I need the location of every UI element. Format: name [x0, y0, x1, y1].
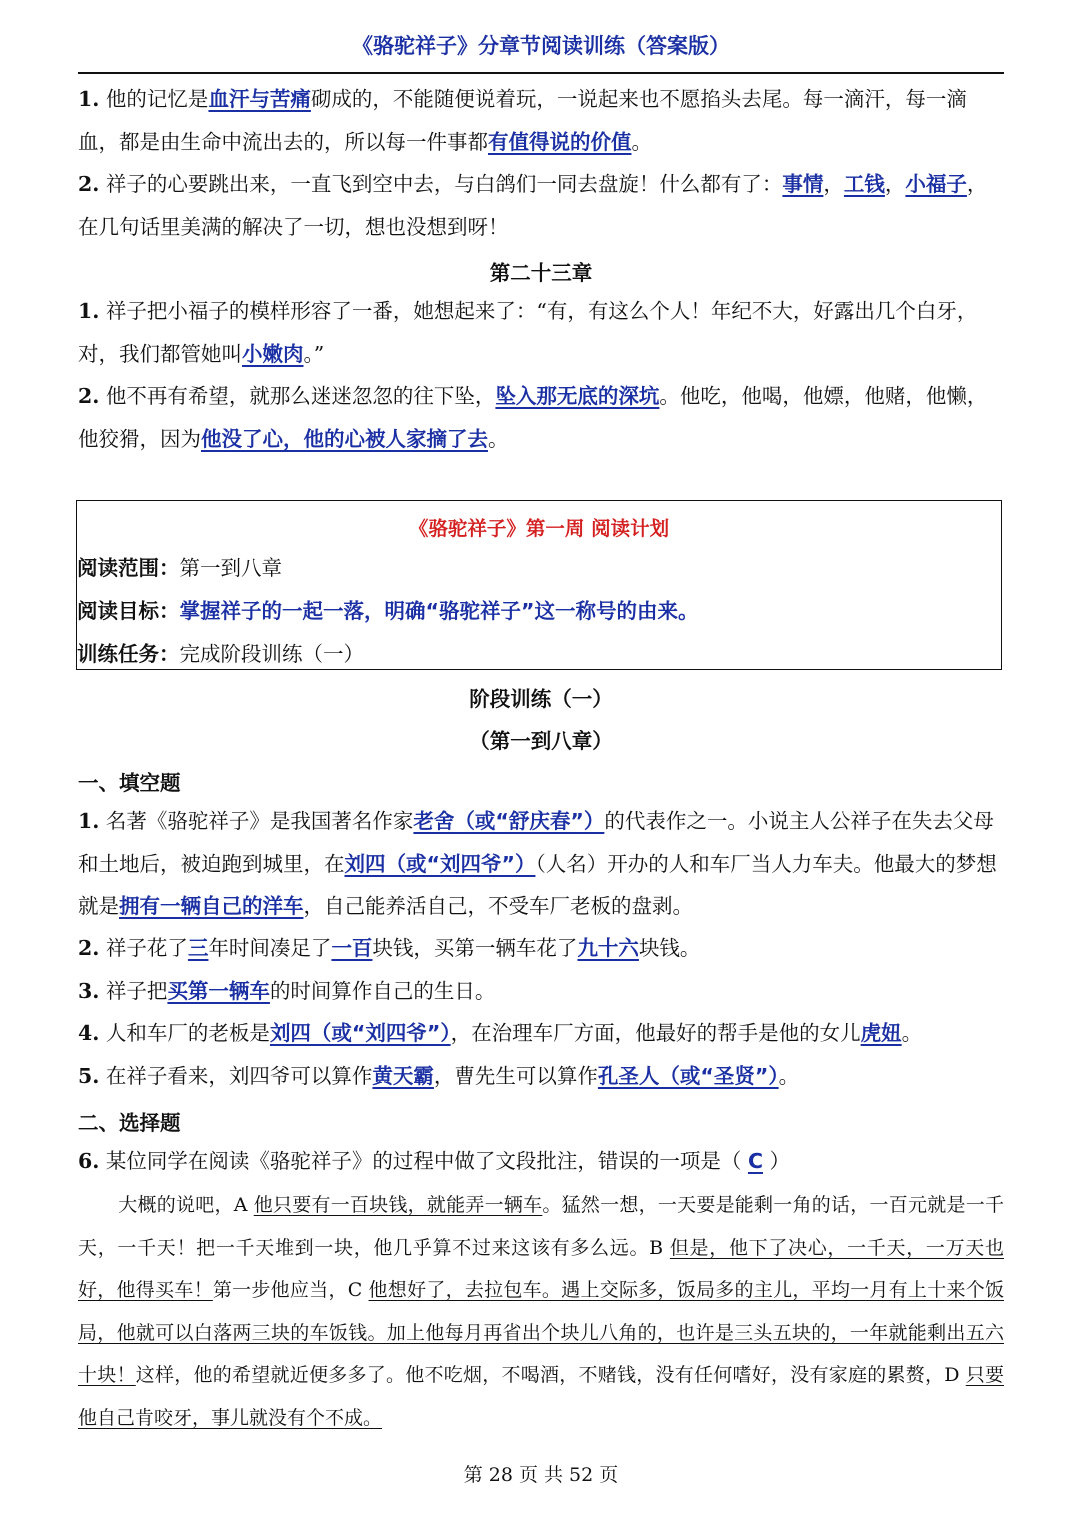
answer: 事情: [782, 172, 824, 196]
training-title: 阶段训练（一）: [469, 687, 613, 711]
page-footer: 第 28 页 共 52 页: [463, 1464, 619, 1486]
ch23-question-2: 2. 他不再有希望，就那么迷迷忽忽的往下坠，坠入那无底的深坑。他吃，他喝，他嫖，他赌，他懒，他狡猾，因为他没了心，他的心被人家摘了去。: [78, 384, 988, 451]
answer: 工钱: [843, 172, 885, 196]
plan-task: 训练任务：完成阶段训练（一）: [77, 642, 364, 666]
page-header-title: 《骆驼祥子》分章节阅读训练（答案版）: [352, 34, 730, 58]
answer: 刘四（或“刘四爷”）: [344, 851, 536, 876]
plan-range: 阅读范围：第一到八章: [77, 556, 282, 580]
answer: C: [747, 1149, 763, 1173]
answer: 小嫩肉: [242, 341, 304, 366]
annotated-passage: 大概的说吧，A 他只要有一百块钱，就能弄一辆车。猛然一想，一天要是能剩一角的话，一百元就是一千天，一千天！把一千天堆到一块，他几乎算不过来这该有多么远。B 但是，他下了决心，一千天，一万天也好，他得买车！第一步他应当，C 他想好了，去拉包车。遇上交际多，饭局多的主儿，平均一月有上十来个饭局，他就可以白落两三块的车饭钱。加上他每月再省出个块儿八角的，也许是三头五块的，一年就能剩出五六十块！这样，他的希望就近便多多了。他不吃烟，不喝酒，不赌钱，没有任何嗜好，没有家庭的累赘，D 只要他自己肯咬牙，事儿就没有个不成。: [78, 1194, 1004, 1429]
answer: 老舍（或“舒庆春”）: [413, 809, 605, 833]
ch23-question-1: 1. 祥子把小福子的模样形容了一番，她想起来了：“有，有这么个人！年纪不大，好露出几个白牙，对，我们都管她叫小嫩肉。”: [78, 299, 978, 366]
answer: 血汗与苦痛: [208, 87, 311, 111]
annotation-b: 但是，他下了决心，一千天，一万天也好，他得买车！: [78, 1236, 1004, 1301]
answer: 有值得说的价值: [488, 129, 632, 154]
answer: 买第一辆车: [167, 979, 270, 1003]
plan-title: 《骆驼祥子》第一周 阅读计划: [408, 517, 670, 540]
choice-question-6: 6. 某位同学在阅读《骆驼祥子》的过程中做了文段批注，错误的一项是（ C ）: [78, 1149, 791, 1173]
annotation-c: 他想好了，去拉包车。遇上交际多，饭局多的主儿，平均一月有上十来个饭局，他就可以白落两三块的车饭钱。加上他每月再省出个块儿八角的，也许是三头五块的，一年就能剩出五六十块！: [78, 1279, 1004, 1386]
answer: 坠入那无底的深坑: [495, 384, 660, 408]
fill-question-1: 1. 名著《骆驼祥子》是我国著名作家老舍（或“舒庆春”）的代表作之一。小说主人公祥子在失去父母和土地后，被迫跑到城里，在刘四（或“刘四爷”）（人名）开办的人和车厂当人力车夫。他最大的梦想就是拥有一辆自己的洋车，自己能养活自己，不受车厂老板的盘剥。: [78, 809, 997, 918]
answer: 拥有一辆自己的洋车: [119, 894, 304, 918]
answer: 虎妞: [860, 1021, 902, 1045]
fill-question-4: 4. 人和车厂的老板是刘四（或“刘四爷”），在治理车厂方面，他最好的帮手是他的女儿虎妞。: [78, 1021, 923, 1045]
annotation-d: 只要他自己肯咬牙，事儿就没有个不成。: [78, 1364, 1004, 1429]
prev-question-2: 2. 祥子的心要跳出来，一直飞到空中去，与白鸽们一同去盘旋！什么都有了：事情，工钱，小福子，在几句话里美满的解决了一切，想也没想到呀！: [78, 172, 988, 239]
answer: 他没了心，他的心被人家摘了去: [201, 426, 488, 451]
answer: 九十六: [577, 936, 639, 960]
chapter-23-title: 第二十三章: [489, 261, 593, 285]
answer: 小福子: [905, 172, 967, 196]
answer: 三: [187, 936, 209, 960]
choice-heading: 二、选择题: [78, 1111, 181, 1135]
fill-question-5: 5. 在祥子看来，刘四爷可以算作黄天霸，曹先生可以算作孔圣人（或“圣贤”）。: [78, 1064, 800, 1088]
answer: 黄天霸: [372, 1064, 434, 1088]
header-divider: [78, 72, 1004, 74]
answer: 一百: [331, 936, 373, 960]
fill-question-3: 3. 祥子把买第一辆车的时间算作自己的生日。: [78, 979, 496, 1003]
plan-goal: 阅读目标：掌握祥子的一起一落，明确“骆驼祥子”这一称号的由来。: [77, 599, 699, 623]
prev-question-1: 1. 他的记忆是血汗与苦痛砌成的，不能随便说着玩，一说起来也不愿掐头去尾。每一滴汗，每一滴血，都是由生命中流出去的，所以每一件事都有值得说的价值。: [78, 87, 967, 154]
answer: 孔圣人（或“圣贤”）: [597, 1064, 779, 1088]
reading-plan-box: [76, 500, 1002, 670]
training-subtitle: （第一到八章）: [469, 729, 613, 753]
answer: 刘四（或“刘四爷”）: [269, 1021, 451, 1045]
fill-question-2: 2. 祥子花了三年时间凑足了一百块钱，买第一辆车花了九十六块钱。: [78, 936, 701, 960]
fill-heading: 一、填空题: [78, 771, 181, 795]
annotation-a: 他只要有一百块钱，就能弄一辆车: [253, 1194, 543, 1216]
